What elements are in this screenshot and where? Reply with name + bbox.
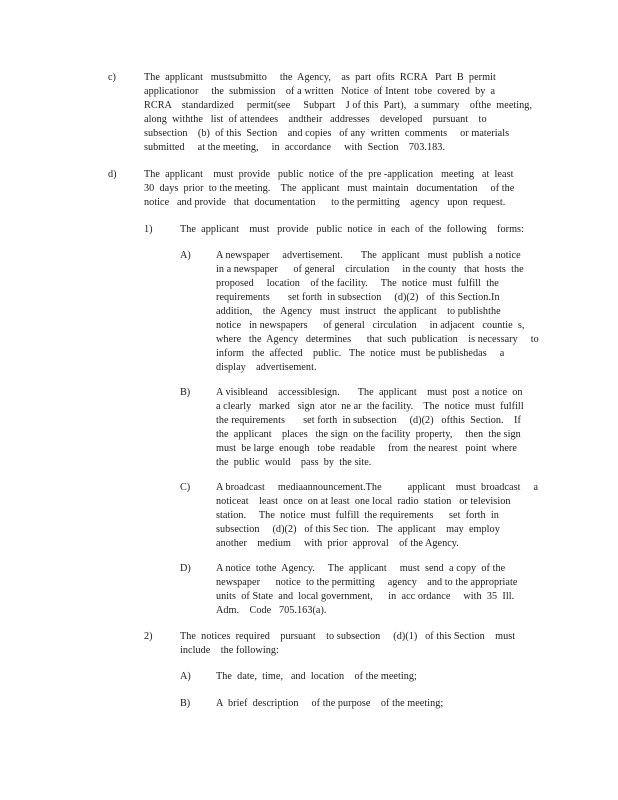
paragraph-c-text xyxy=(144,71,533,155)
text-line: subsection (d)(2) of this Sec tion. The applicant may employ xyxy=(216,524,500,535)
text-line: units of State and local government, in acc ordance with 35 Ill. xyxy=(216,591,515,602)
text-line: notice and provide that documentation to the permitting agency upon request. xyxy=(144,197,506,208)
paragraph-d2a-text xyxy=(216,670,540,684)
paragraph-label-d2: 2) xyxy=(144,631,153,642)
text-line: station. The notice must fulfill the requirements set forth in xyxy=(216,510,499,521)
text-line: The notices required pursuant to subsection (d)(1) of this Section must xyxy=(180,631,516,642)
text-line: a clearly marked sign ator ne ar the facility. The notice must fulfill xyxy=(216,401,524,412)
text-line: display advertisement. xyxy=(216,362,317,373)
text-line: inform the affected public. The notice must be publishedas a xyxy=(216,348,505,359)
text-line: along withthe list of attendees andtheir addresses developed pursuant to xyxy=(144,114,487,125)
text-line: the public would pass by the site. xyxy=(216,457,372,468)
text-line: A broadcast mediaannouncement.The applicant must broadcast a xyxy=(216,482,539,493)
paragraph-label-c: c) xyxy=(108,72,116,83)
paragraph-d-text xyxy=(144,168,530,210)
paragraph-label-d1: 1) xyxy=(144,224,153,235)
text-line: addition, the Agency must instruct the applicant to publishthe xyxy=(216,306,501,317)
text-line: The applicant must provide public notice of the pre -application meeting at least xyxy=(144,169,514,180)
paragraph-label-d2a: A) xyxy=(180,671,191,682)
text-line: A brief description of the purpose of the meeting; xyxy=(216,698,444,709)
text-line: another medium with prior approval of the Agency. xyxy=(216,538,459,549)
text-line: noticeat least once on at least one local radio station or television xyxy=(216,496,511,507)
text-line: newspaper notice to the permitting agency and to the appropriate xyxy=(216,577,518,588)
text-line: where the Agency determines that such publication is necessary to xyxy=(216,334,539,345)
text-line: A notice tothe Agency. The applicant must send a copy of the xyxy=(216,563,506,574)
text-line: notice in newspapers of general circulation in adjacent countie s, xyxy=(216,320,525,331)
text-line: subsection (b) of this Section and copies of any written comments or materials xyxy=(144,128,510,139)
text-line: requirements set forth in subsection (d)(2) of this Section.In xyxy=(216,292,500,303)
paragraph-d2-text xyxy=(180,630,530,658)
paragraph-label-d1c: C) xyxy=(180,482,191,493)
paragraph-label-d1d: D) xyxy=(180,563,191,574)
text-line: in a newspaper of general circulation in the county that hosts the xyxy=(216,264,524,275)
paragraph-d1c-text xyxy=(216,481,540,551)
paragraph-label-d2b: B) xyxy=(180,698,191,709)
text-line: A visibleand accessiblesign. The applicant must post a notice on xyxy=(216,387,523,398)
text-line: proposed location of the facility. The notice must fulfill the xyxy=(216,278,499,289)
text-line: RCRA standardized permit(see Subpart J of this Part), a summary ofthe meeting, xyxy=(144,100,533,111)
paragraph-d2b-text xyxy=(216,697,540,711)
text-line: Adm. Code 705.163(a). xyxy=(216,605,327,616)
paragraph-label-d1b: B) xyxy=(180,387,191,398)
text-line: must be large enough tobe readable from the nearest point where xyxy=(216,443,517,454)
text-line: the requirements set forth in subsection (d)(2) ofthis Section. If xyxy=(216,415,521,426)
text-line: applicationor the submission of a written Notice of Intent tobe covered by a xyxy=(144,86,496,97)
text-line: 30 days prior to the meeting. The applicant must maintain documentation of the xyxy=(144,183,515,194)
text-line: submitted at the meeting, in accordance with Section 703.183. xyxy=(144,142,445,153)
text-line: A newspaper advertisement. The applicant must publish a notice xyxy=(216,250,521,261)
text-line: The date, time, and location of the meeting; xyxy=(216,671,417,682)
paragraph-label-d: d) xyxy=(108,169,117,180)
text-line: the applicant places the sign on the facility property, then the sign xyxy=(216,429,521,440)
text-line: include the following: xyxy=(180,645,279,656)
paragraph-d1-text xyxy=(180,223,530,237)
paragraph-label-d1a: A) xyxy=(180,250,191,261)
paragraph-d1d-text xyxy=(216,562,540,618)
text-line: The applicant mustsubmitto the Agency, as part ofits RCRA Part B permit xyxy=(144,72,496,83)
paragraph-d1b-text xyxy=(216,386,540,470)
text-line: The applicant must provide public notice in each of the following forms: xyxy=(180,224,524,235)
paragraph-d1a-text xyxy=(216,249,540,375)
